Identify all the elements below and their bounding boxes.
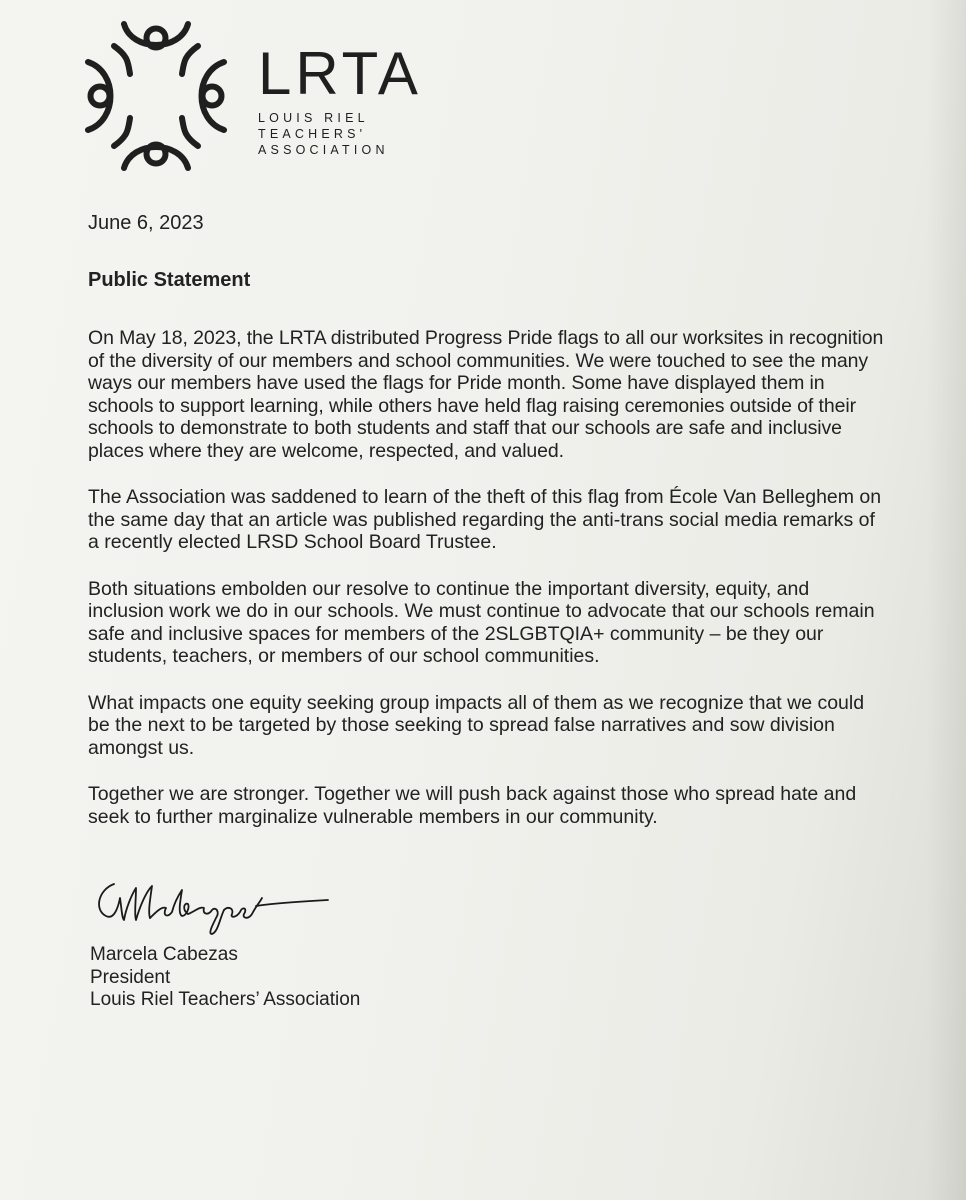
lrta-logo-icon bbox=[84, 16, 234, 176]
association-name-line: ASSOCIATION bbox=[258, 143, 389, 157]
signer-title: President bbox=[90, 966, 171, 988]
signer-name: Marcela Cabezas bbox=[90, 944, 238, 965]
association-name bbox=[258, 110, 422, 158]
letter-date: June 6, 2023 bbox=[88, 212, 204, 234]
signer-organization: Louis Riel Teachers’ Association bbox=[90, 989, 361, 1010]
association-name-line: LOUIS RIEL bbox=[258, 111, 369, 125]
letter-heading: Public Statement bbox=[88, 268, 251, 291]
letterhead bbox=[258, 40, 422, 158]
paragraph: Both situations embolden our resolve to continue the important diversity, equity, and inclusion work we do in our schools. We must continue to advocate that our schools remain safe and inclusive spaces for members of the 2SLGBTQIA+ community – be they our students, teachers, or members of our school communities. bbox=[88, 577, 875, 667]
association-abbreviation: LRTA bbox=[258, 40, 422, 107]
paragraph: What impacts one equity seeking group impacts all of them as we recognize that we could be the next to be targeted by those seeking to spread false narratives and sow division amongst us. bbox=[88, 691, 865, 759]
paragraph: The Association was saddened to learn of the theft of this flag from École Van Belleghem on the same day that an article was published regarding the anti-trans social media remarks of a recently elected LRSD School Board Trustee. bbox=[88, 486, 882, 553]
letter-body bbox=[88, 212, 888, 852]
handwritten-signature bbox=[92, 872, 342, 942]
association-name-line: TEACHERS' bbox=[258, 127, 367, 141]
paragraph: Together we are stronger. Together we will push back against those who spread hate and seek to further marginalize vulnerable members in our community. bbox=[88, 783, 857, 828]
paragraph: On May 18, 2023, the LRTA distributed Progress Pride flags to all our worksites in recognition of the diversity of our members and school communities. We were touched to see the many ways our members have used the flags for Pride month. Some have displayed them in schools to support learning, while others have held flag raising ceremonies outside of their schools to demonstrate to both students and staff that our schools are safe and inclusive places where they are welcome, respected, and valued. bbox=[88, 327, 884, 462]
signer-block bbox=[90, 944, 360, 1012]
